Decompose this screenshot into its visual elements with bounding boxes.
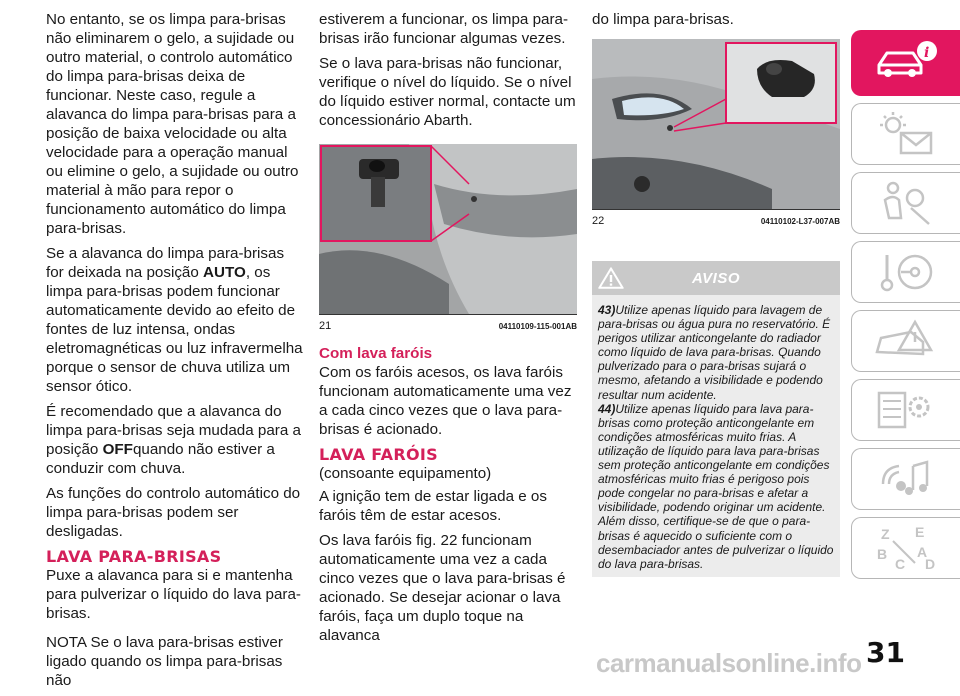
svg-text:A: A xyxy=(917,544,928,560)
airbag-safety-icon xyxy=(871,178,941,228)
svg-text:D: D xyxy=(925,556,936,572)
svg-text:B: B xyxy=(877,546,888,562)
figure-number: 22 xyxy=(592,215,605,227)
paragraph: No entanto, se os limpa para-brisas não eliminarem o gelo, a sujidade ou outro material, o controlo automático do limpa para-brisas deixa de funcionar. Neste caso, regule a alavanca do limpa para-brisas para a posição de baixa velocidade ou alta velocidade para a operação manual ou elimine o gelo, a sujidade ou outro material à mão para repor o funcionamento automático do limpa para-brisas. xyxy=(46,11,299,237)
figure-caption xyxy=(319,314,577,336)
sidebar-item-maintenance[interactable] xyxy=(851,379,960,441)
text: É recomendado que a alavanca do limpa para-brisas seja mudada para a posição xyxy=(46,403,301,458)
car-info-icon xyxy=(871,39,941,87)
warning-body xyxy=(592,295,840,577)
paragraph: A ignição tem de estar ligada e os faróis têm de estar acesos. xyxy=(319,488,547,524)
warning-text: Utilize apenas líquido para lavagem de para-brisas ou água pura no reservatório. É perigos utilizar anticongelante do radiador como líquido de lava para-brisas. Quando pulverizado para o para-brisas sujará o mesmo, afetando a visibilidade e podendo resultar num acidente. xyxy=(598,303,831,402)
chapter-sidebar xyxy=(851,30,960,586)
svg-text:C: C xyxy=(895,556,906,572)
figure-caption xyxy=(592,209,840,231)
figure-code: 04110109-115-001AB xyxy=(498,322,577,331)
sidebar-item-emergency[interactable] xyxy=(851,310,960,372)
text-column-1 xyxy=(46,10,304,696)
sidebar-item-safety[interactable] xyxy=(851,172,960,234)
sidebar-item-multimedia[interactable] xyxy=(851,448,960,510)
section-heading: LAVA FARÓIS xyxy=(319,445,438,464)
warning-text: Utilize apenas líquido para lava para-brisas como proteção anticongelante em condições atmosféricas muito frias. A utilização de líquido para lava para-brisas sem proteção anticongelante em condições atmosféricas muito frias é perigoso pois pode congelar no para-brisas e afetar a visibilidade, podendo originar um acidente. Além disso, certifique-se de que o para-brisas é aquecido o suficiente com o desembaciador antes de pulverizar o líquido do lava para-brisas. xyxy=(598,401,834,571)
warning-lights-icon xyxy=(871,109,941,159)
warning-item xyxy=(598,303,834,402)
warning-box xyxy=(592,261,840,577)
figure-22-image xyxy=(592,39,840,209)
sidebar-item-vehicle-info[interactable] xyxy=(851,30,960,96)
paragraph: Com os faróis acesos, os lava faróis funcionam automaticamente uma vez a cada cinco vezes que o lava para-brisas é acionado. xyxy=(319,364,572,438)
svg-text:i: i xyxy=(924,45,930,61)
warning-title: AVISO xyxy=(691,269,741,287)
section-heading: LAVA PARA-BRISAS xyxy=(46,547,222,566)
bold-text: OFF xyxy=(102,441,133,458)
index-icon xyxy=(871,523,941,573)
service-tools-icon xyxy=(871,385,941,435)
text: quando não estiver a conduzir com chuva. xyxy=(46,441,275,477)
paragraph: Se o lava para-brisas não funcionar, verifique o nível do líquido. Se o nível do líquido estiver normal, contacte um concessionário Abarth. xyxy=(319,55,576,129)
text: , os limpa para-brisas podem funcionar automaticamente devido ao efeito de fontes de luz intensa, ondas eletromagnéticas ou luz infravermelha porque o sensor de chuva utiliza um sensor ótico. xyxy=(46,264,303,395)
paragraph: Os lava faróis fig. 22 funcionam automaticamente uma vez a cada cinco vezes que o lava para-brisas é acionado. Se desejar acionar o lava faróis, faça um duplo toque na alavanca xyxy=(319,532,566,644)
paragraph xyxy=(46,244,304,396)
paragraph: do limpa para-brisas. xyxy=(592,11,734,28)
paragraph: As funções do controlo automático do limpa para-brisas podem ser desligadas. xyxy=(46,485,301,540)
watermark: carmanualsonline.info xyxy=(596,648,862,678)
rain-sensor-illustration xyxy=(319,144,577,314)
sidebar-item-warning-lights[interactable] xyxy=(851,103,960,165)
svg-text:E: E xyxy=(915,524,925,540)
figure-21-image xyxy=(319,144,577,314)
warning-header xyxy=(592,261,840,295)
page-number: 31 xyxy=(866,636,905,669)
paragraph: estiverem a funcionar, os limpa para-brisas irão funcionar algumas vezes. xyxy=(319,11,569,47)
text-column-3 xyxy=(592,10,840,577)
text-column-2 xyxy=(319,10,577,651)
warning-item xyxy=(598,402,834,571)
breakdown-icon xyxy=(871,316,941,366)
multimedia-icon xyxy=(871,454,941,504)
text: Se a alavanca do limpa para-brisas for deixada na posição xyxy=(46,245,285,281)
svg-text:Z: Z xyxy=(881,526,890,542)
paragraph xyxy=(46,402,304,478)
figure-code: 04110102-L37-007AB xyxy=(760,217,840,226)
bold-text: AUTO xyxy=(203,264,246,281)
subsection-heading: Com lava faróis xyxy=(319,345,433,362)
warning-triangle-icon xyxy=(598,266,624,290)
headlamp-washer-illustration xyxy=(592,39,840,209)
sidebar-item-starting-driving[interactable] xyxy=(851,241,960,303)
paragraph: (consoante equipamento) xyxy=(319,465,492,482)
key-steering-icon xyxy=(871,247,941,297)
sidebar-item-index[interactable] xyxy=(851,517,960,579)
note-paragraph: NOTA Se o lava para-brisas estiver ligado quando os limpa para-brisas não xyxy=(46,634,283,689)
figure-number: 21 xyxy=(319,320,332,332)
paragraph: Puxe a alavanca para si e mantenha para pulverizar o líquido do lava para-brisas. xyxy=(46,567,301,622)
warning-number: 43) xyxy=(598,303,616,317)
warning-number: 44) xyxy=(598,401,616,416)
